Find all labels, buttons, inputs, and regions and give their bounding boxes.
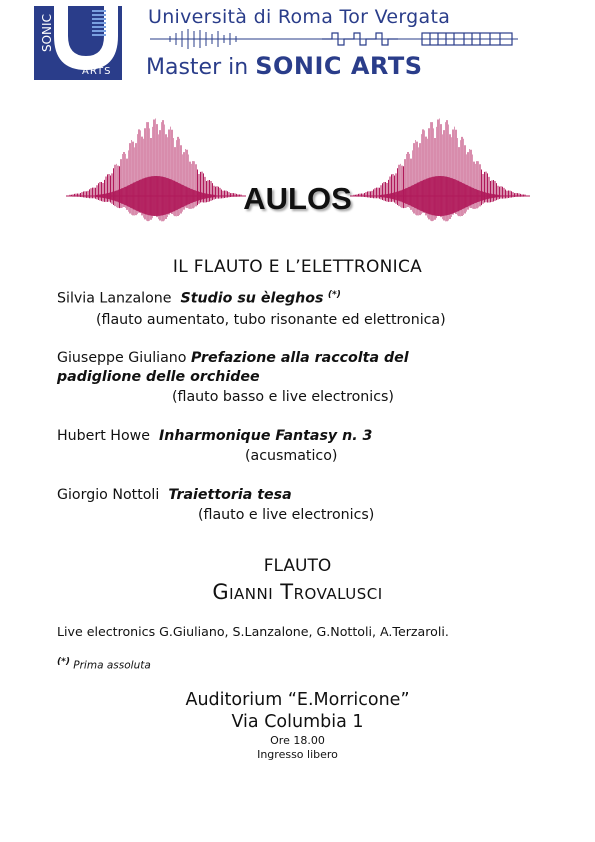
event-title: AULOS: [243, 181, 352, 216]
composer-name: Giorgio Nottoli: [57, 487, 160, 503]
master-prefix: Master in: [146, 55, 256, 80]
performer-name: Gianni Trovalusci: [212, 580, 383, 604]
work-title-line-2: padiglione delle orchidee: [57, 369, 260, 385]
venue-name: Auditorium “E.Morricone”: [185, 690, 410, 710]
program-item-3: [57, 428, 527, 444]
venue-street: Via Columbia 1: [231, 712, 364, 732]
master-title: [146, 52, 423, 80]
composer-name: Hubert Howe: [57, 428, 150, 444]
event-subtitle: IL FLAUTO E L’ELETTRONICA: [172, 257, 423, 277]
program-item-2: [57, 349, 527, 387]
master-program: SONIC ARTS: [255, 52, 423, 80]
instrumentation: (flauto aumentato, tubo risonante ed elettronica): [96, 312, 446, 328]
footnote-marker: (*): [57, 657, 70, 667]
logo-arts-text: ARTS: [82, 66, 112, 77]
composer-name: Silvia Lanzalone: [57, 290, 172, 307]
master-logo: [34, 6, 122, 80]
work-title-line-1: Prefazione alla raccolta del: [191, 350, 409, 366]
footnote-text: Prima assoluta: [73, 659, 151, 672]
logo-sonic-text: SONIC: [40, 14, 54, 52]
event-time: Ore 18.00: [270, 734, 325, 747]
composer-name: Giuseppe Giuliano: [57, 350, 187, 366]
header-waveform-icon: [150, 28, 518, 50]
program-item-1: [57, 290, 527, 307]
university-name: Università di Roma Tor Vergata: [148, 6, 451, 28]
program-item-4: [57, 487, 527, 503]
work-title: Inharmonique Fantasy n. 3: [159, 428, 373, 444]
work-title: Traiettoria tesa: [168, 487, 292, 503]
performer-label: FLAUTO: [263, 556, 332, 576]
live-electronics-credits: Live electronics G.Giuliano, S.Lanzalone, G.Nottoli, A.Terzaroli.: [57, 624, 449, 639]
instrumentation: (flauto basso e live electronics): [172, 389, 394, 405]
instrumentation: (flauto e live electronics): [198, 507, 375, 523]
footnote: [57, 657, 151, 672]
work-title: Studio su èleghos: [180, 290, 324, 307]
admission: Ingresso libero: [257, 748, 338, 761]
instrumentation: (acusmatico): [245, 448, 338, 464]
premiere-marker: (*): [327, 290, 341, 300]
